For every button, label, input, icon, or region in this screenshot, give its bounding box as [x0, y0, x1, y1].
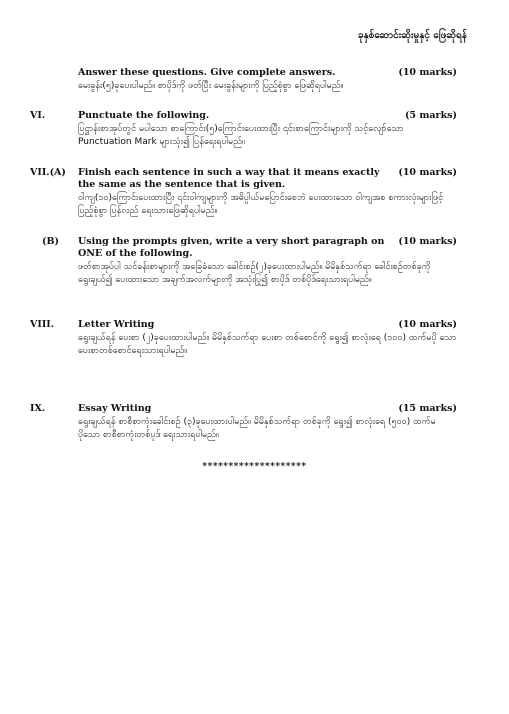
section-marks: (10 marks)	[398, 167, 457, 178]
section-number: (B)	[42, 236, 60, 247]
section-heading: Punctuate the following.	[78, 110, 210, 121]
section-vii-a	[30, 167, 457, 218]
end-separator: ********************	[202, 462, 307, 472]
section-number: IX.	[30, 403, 46, 414]
header-corner-text: ခုနှစ်ဆောင်းဆိုးမှုနှင့် ဖြေဆိုရန်	[357, 30, 467, 41]
section-marks: (5 marks)	[404, 110, 457, 121]
section-ix	[30, 403, 457, 442]
section-instructions: မေးခွန်း(၅)ခုပေးပါမည်။ စာပိုဒ်ကို ဖတ်ပြီး မေးခွန်းများကို ပြည့်စုံစွာ ဖြေဆိုရပါမည်။	[78, 81, 344, 91]
section-number: VII.(A)	[30, 167, 66, 178]
section-heading: Answer these questions. Give complete answers.	[78, 67, 336, 78]
section-number: VIII.	[30, 319, 55, 330]
section-vii-b	[30, 236, 457, 287]
section-instructions: ဝါကျ(၁၀)ကြောင်းပေးထားပြီး ၎င်းဝါကျများကို အဓိပ္ပါယ်မပြောင်းစေဘဲ ပေးထားသော ဝါကျအစ စကားလုံးများဖြင့် ပြည့်စုံစွာ ပြန်လည် ရေးသားဖြေဆိုရပါမည်။	[78, 193, 444, 216]
section-instructions: ရွေးချယ်ရန် စာစီစာကုံးခေါင်းစဉ် (၃)ခုပေးထားပါမည်။ မိမိနှစ်သက်ရာ တစ်ခုကို ရွေး၍ စာလုံးရေ (၅၀၀) ထက်မပိုသော စာစီစာကုံးတစ်ပုဒ် ရေးသားရပါမည်။	[78, 417, 436, 440]
section-marks: (10 marks)	[398, 319, 457, 330]
section-instructions: ရွေးချယ်ရန် ပေးစာ (၂)ခုပေးထားပါမည်။ မိမိနှစ်သက်ရာ ပေးစာ တစ်စောင်ကို ရွေး၍ စာလုံးရေ (၁၀၀) ထက်မပို သော ပေးစာတစ်စောင်ရေးသားရပါမည်။	[78, 333, 457, 356]
section-heading: Letter Writing	[78, 319, 155, 330]
section-viii	[30, 319, 457, 358]
section-marks: (15 marks)	[398, 403, 457, 414]
section-number: VI.	[30, 110, 46, 121]
section-marks: (10 marks)	[398, 236, 457, 247]
section-instructions: ဖတ်စာအုပ်ပါ သင်ခန်းစာများကို အခြေခံသော ခေါင်းစဉ်(၂)ခုပေးထားပါမည်။ မိမိနှစ်သက်ရာ ခေါင်းစဉ်တစ်ခုကို ရွေးချယ်၍ ပေးထားသော အချက်အလက်များကို အသုံးပြု၍ စာပိုဒ် တစ်ပိုဒ်ရေးသားရပါမည်။	[78, 262, 431, 285]
section-vi	[30, 110, 457, 149]
section-heading: Finish each sentence in such a way that it means exactly the same as the sentence that is given.	[78, 167, 380, 190]
section-instructions: ပြဋ္ဌာန်းစာအုပ်တွင် မပါသော စာကြောင်း(၅)ကြောင်းပေးထားပြီး ၎င်းစာကြောင်းများကို သင့်လျော်သော Punctuation Mark များသုံး၍ ပြန်ရေးရပါမည်။	[78, 124, 404, 147]
section-marks: (10 marks)	[398, 67, 457, 78]
section-heading: Using the prompts given, write a very short paragraph on ONE of the following.	[78, 236, 385, 259]
section-heading: Essay Writing	[78, 403, 152, 414]
section-v	[30, 67, 457, 93]
